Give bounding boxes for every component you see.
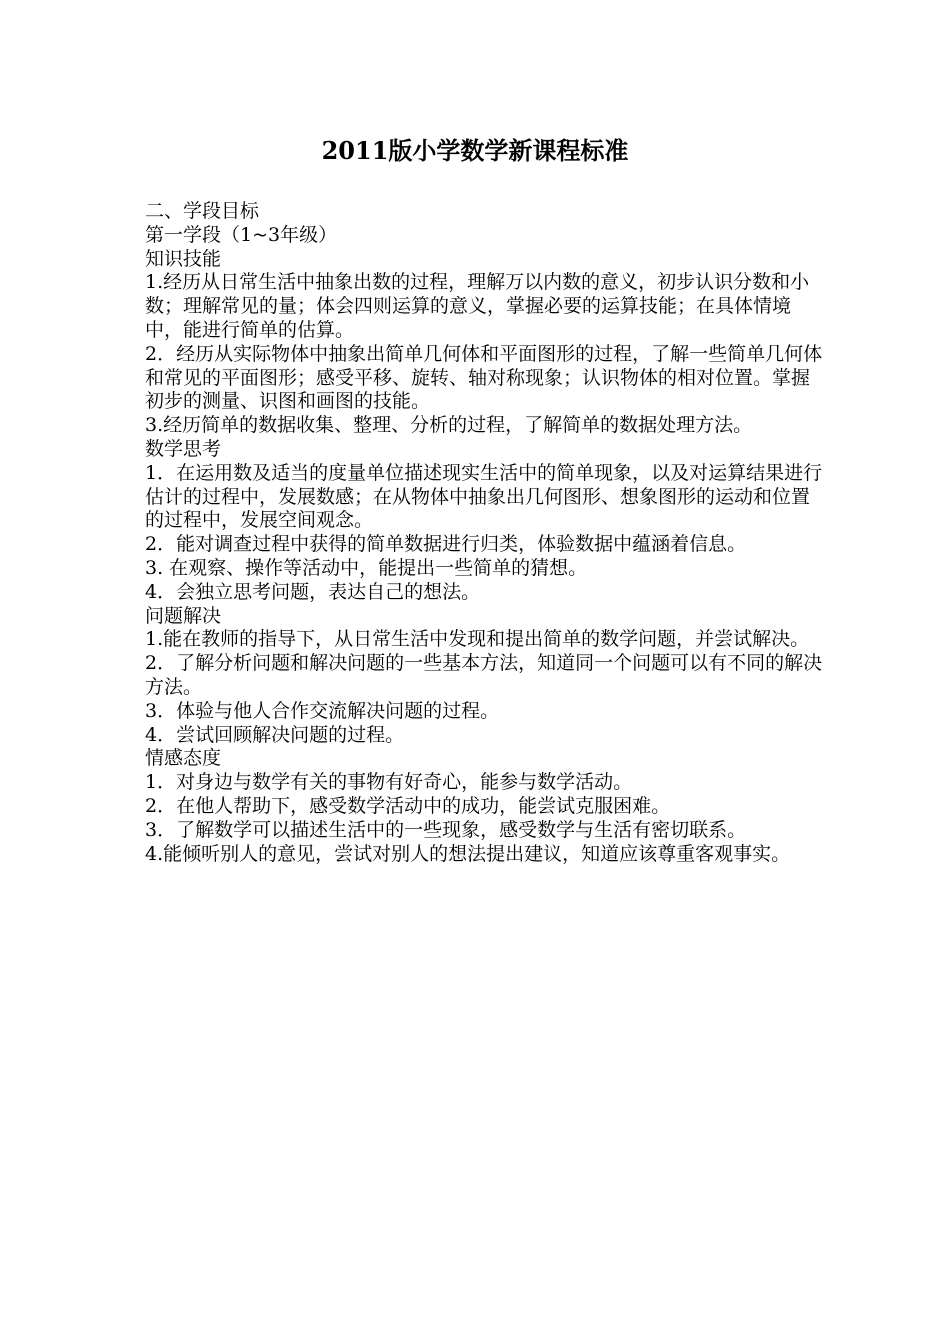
problem-solving-item-4: 4．尝试回顾解决问题的过程。 xyxy=(145,723,405,746)
thinking-item-3: 3. 在观察、操作等活动中，能提出一些简单的猜想。 xyxy=(145,556,588,579)
knowledge-item-3: 3.经历简单的数据收集、整理、分析的过程，了解简单的数据处理方法。 xyxy=(145,414,753,437)
attitude-item-1: 1．对身边与数学有关的事物有好奇心，能参与数学活动。 xyxy=(145,771,633,794)
attitude-heading: 情感态度 xyxy=(145,747,222,770)
attitude-item-2: 2．在他人帮助下，感受数学活动中的成功，能尝试克服困难。 xyxy=(145,794,671,817)
thinking-item-4: 4．会独立思考问题，表达自己的想法。 xyxy=(145,580,481,603)
knowledge-item-1: 1.经历从日常生活中抽象出数的过程，理解万以内数的意义，初步认识分数和小数；理解常见的量；体会四则运算的意义，掌握必要的运算技能；在具体情境中，能进行简单的估算。 xyxy=(145,271,810,341)
attitude-item-3: 3．了解数学可以描述生活中的一些现象，感受数学与生活有密切联系。 xyxy=(145,818,747,841)
problem-solving-item-1: 1.能在教师的指导下，从日常生活中发现和提出简单的数学问题，并尝试解决。 xyxy=(145,628,810,651)
thinking-item-1: 1．在运用数及适当的度量单位描述现实生活中的简单现象，以及对运算结果进行估计的过程中，发展数感；在从物体中抽象出几何图形、想象图形的运动和位置的过程中，发展空间观念。 xyxy=(145,461,823,532)
thinking-heading: 数学思考 xyxy=(145,437,222,460)
problem-solving-item-2: 2．了解分析问题和解决问题的一些基本方法，知道同一个问题可以有不同的解决方法。 xyxy=(145,652,823,698)
section-heading: 二、学段目标 xyxy=(145,200,260,222)
stage-heading: 第一学段（1~3年级） xyxy=(145,223,338,246)
document-body xyxy=(145,200,825,866)
problem-solving-heading: 问题解决 xyxy=(145,604,222,627)
knowledge-item-2: 2．经历从实际物体中抽象出简单几何体和平面图形的过程，了解一些简单几何体和常见的平面图形；感受平移、旋转、轴对称现象；认识物体的相对位置。掌握初步的测量、识图和画图的技能。 xyxy=(145,342,823,413)
attitude-item-4: 4.能倾听别人的意见，尝试对别人的想法提出建议，知道应该尊重客观事实。 xyxy=(145,842,791,865)
knowledge-heading: 知识技能 xyxy=(145,247,222,270)
document-title: 2011版小学数学新课程标准 xyxy=(321,136,629,165)
problem-solving-item-3: 3．体验与他人合作交流解决问题的过程。 xyxy=(145,699,500,722)
thinking-item-2: 2．能对调查过程中获得的简单数据进行归类，体验数据中蕴涵着信息。 xyxy=(145,533,747,556)
